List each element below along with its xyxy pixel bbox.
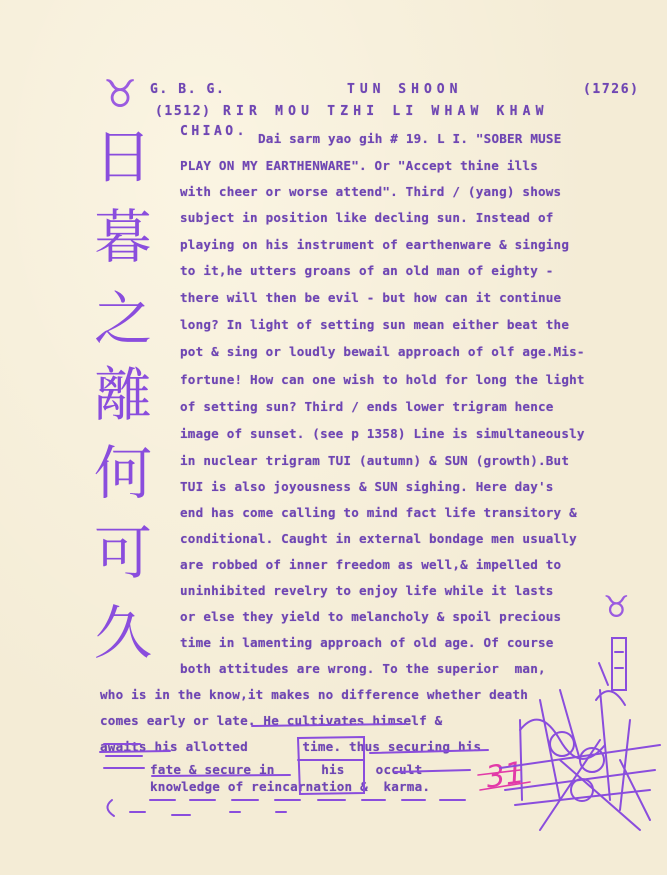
body-line: TUI is also joyousness & SUN sighing. Here day's <box>180 479 554 494</box>
reference-number: (1512) <box>155 104 212 119</box>
body-line: comes early or late. He cultivates himself & <box>100 713 443 728</box>
margin-chinese-char: 何 <box>93 439 152 507</box>
margin-chinese-char: 久 <box>93 599 152 667</box>
dashed-underline <box>130 812 286 815</box>
body-line: fate & secure in his occult <box>150 762 423 777</box>
underline-mark <box>370 750 488 753</box>
body-line: are robbed of inner freedom as well,& impelled to <box>180 557 562 572</box>
underline-mark <box>395 770 470 772</box>
body-line: uninhibited revelry to enjoy life while it lasts <box>180 583 554 598</box>
sketch-mark <box>520 690 630 810</box>
margin-chinese-char: 離 <box>93 361 152 429</box>
margin-chinese-char: 可 <box>93 519 152 587</box>
body-line: to it,he utters groans of an old man of eighty - <box>180 263 554 278</box>
body-line: Dai sarm yao gih # 19. L I. "SOBER MUSE <box>258 131 562 146</box>
romanized-heading-cont: CHIAO. <box>180 124 248 139</box>
body-line: conditional. Caught in external bondage men usually <box>180 531 577 546</box>
margin-chinese-char: 暮 <box>93 203 152 271</box>
body-line: there will then be evil - but how can it continue <box>180 290 562 305</box>
body-line: image of sunset. (see p 1358) Line is simultaneously <box>180 426 585 441</box>
body-line: time in lamenting approach of old age. Of course <box>180 635 554 650</box>
body-line: end has come calling to mind fact life transitory & <box>180 505 577 520</box>
underline-mark <box>100 751 170 752</box>
body-line: fortune! How can one wish to hold for long the light <box>180 372 585 387</box>
margin-chinese-char: 日 <box>93 123 152 191</box>
page-number: 31 <box>483 755 527 796</box>
author-initials: G. B. G. <box>150 82 226 97</box>
body-line: both attitudes are wrong. To the superior man, <box>180 661 546 676</box>
body-line: subject in position like decling sun. Instead of <box>180 210 554 225</box>
body-line: PLAY ON MY EARTHENWARE". Or "Accept thine ills <box>180 158 538 173</box>
box-mark <box>298 737 364 794</box>
document-title: TUN SHOON <box>347 82 463 97</box>
margin-box-mark <box>612 638 626 690</box>
body-line: pot & sing or loudly bewail approach of olf age.Mis- <box>180 344 585 359</box>
triple-stroke-mark <box>104 744 144 768</box>
body-line: of setting sun? Third / ends lower trigram hence <box>180 399 554 414</box>
body-line: in nuclear trigram TUI (autumn) & SUN (growth).But <box>180 453 570 468</box>
margin-chinese-char: 之 <box>93 285 152 353</box>
header-year: (1726) <box>583 82 640 97</box>
underline-mark <box>252 724 405 726</box>
body-line: long? In light of setting sun mean either beat the <box>180 317 570 332</box>
body-line: who is in the know,it makes no difference whether death <box>100 687 529 702</box>
body-line: knowledge of reincarnation & karma. <box>150 779 431 794</box>
romanized-heading: RIR MOU TZHI LI WHAW KHAW <box>223 104 549 119</box>
body-line: awaits his allotted time. thus securing his <box>100 739 482 754</box>
taurus-icon: ♉ <box>103 72 138 116</box>
underline-mark <box>152 775 290 776</box>
body-line: playing on his instrument of earthenware & singing <box>180 237 570 252</box>
body-line: with cheer or worse attend". Third / (yang) shows <box>180 184 562 199</box>
taurus-icon: ♉ <box>603 590 630 625</box>
curl-mark <box>107 800 114 816</box>
body-line: or else they yield to melancholy & spoil precious <box>180 609 562 624</box>
